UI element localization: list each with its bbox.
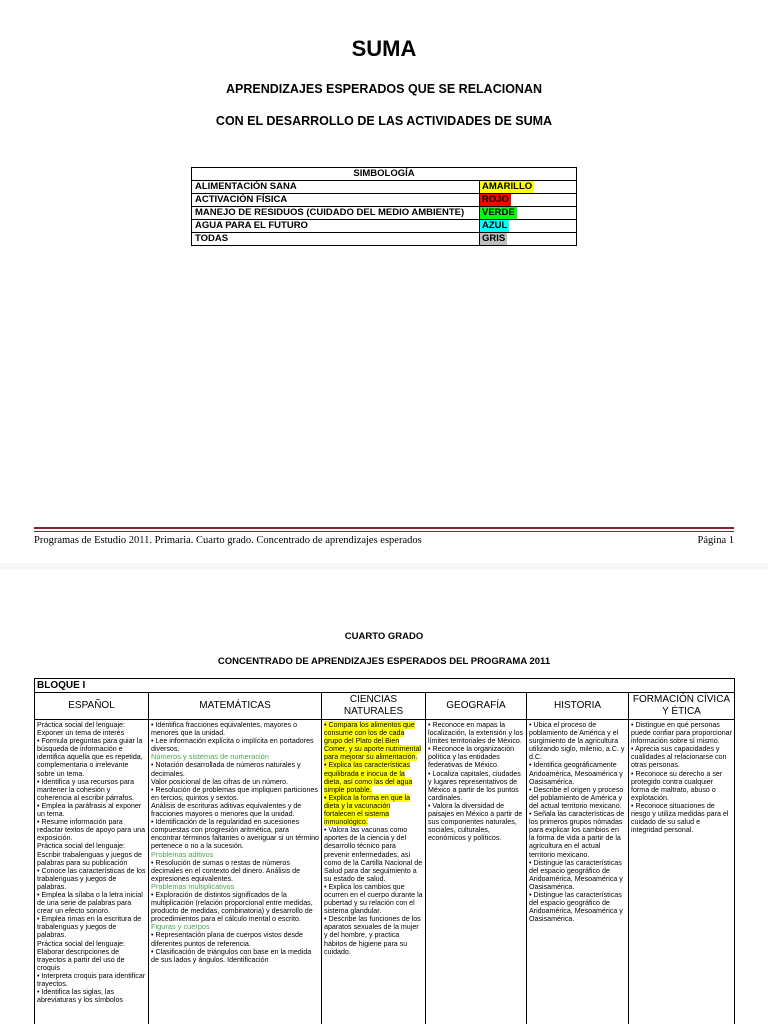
page-2 — [0, 570, 768, 1024]
footer-text: Programas de Estudio 2011. Primaria. Cuarto grado. Concentrado de aprendizajes esperados — [34, 535, 422, 546]
symbology-label: ACTIVACIÓN FÍSICA — [192, 194, 480, 207]
learning-item: • Describe las funciones de los aparatos sexuales de la mujer y del hombre, y practica hábitos de higiene para su cuidado. — [324, 915, 421, 956]
historia-cell — [527, 720, 629, 1024]
civica-cell — [629, 720, 735, 1024]
symbology-label: TODAS — [192, 233, 480, 246]
practice-label: Práctica social del lenguaje: Escribir trabalenguas y juegos de palabras para su publicación — [37, 842, 142, 867]
symbology-row — [192, 181, 577, 194]
symbology-row — [192, 233, 577, 246]
learning-item: • Identifica y usa recursos para mantener la cohesión y coherencia al escribir párrafos. — [37, 777, 135, 802]
symbology-row — [192, 220, 577, 233]
learning-item: • Resume información para redactar textos de apoyo para una exposición. — [37, 818, 146, 843]
bloque-label: BLOQUE I — [35, 679, 735, 693]
learning-item: • Notación desarrollada de números naturales y decimales. — [151, 761, 301, 778]
espanol-cell — [35, 720, 149, 1024]
learning-item: • Clasificación de triángulos con base en la medida de sus lados y ángulos. Identificación — [151, 947, 312, 964]
learning-item: • Exploración de distintos significados de la multiplicación (relación proporcional entre medidas, producto de medidas, combinatoria) y desarrollo de procedimientos para el cálculo mental o escrito. — [151, 890, 313, 924]
subject-header: HISTORIA — [527, 693, 629, 720]
symbology-header: SIMBOLOGÍA — [192, 168, 577, 181]
page-number: Página 1 — [697, 535, 734, 546]
learning-item: • Distingue las características del espacio geográfico de Aridoamérica, Mesoamérica y Oasisamérica. — [529, 890, 623, 924]
learning-item: • Emplea la sílaba o la letra inicial de una serie de palabras para crear un efecto sonoro. — [37, 890, 143, 916]
topic-label: Problemas multiplicativos — [151, 881, 235, 891]
practice-label: Práctica social del lenguaje: Elaborar descripciones de trayectos a partir del uso de croquis — [37, 939, 125, 972]
subtitle-line-1: APRENDIZAJES ESPERADOS QUE SE RELACIONAN — [225, 82, 543, 96]
learning-item: • Identifica las siglas, las abreviaturas y los símbolos — [37, 988, 123, 1005]
learning-item: • Distingue en qué personas puede confiar para proporcionar información sobre sí mismo. — [631, 721, 732, 746]
topic-label: Números y sistemas de numeración — [151, 752, 269, 762]
subject-header: CIENCIAS NATURALES — [322, 693, 426, 720]
learning-item: • Localiza capitales, ciudades y lugares representativos de México a partir de los puntos cardinales. — [428, 769, 521, 802]
learning-item: • Identifica fracciones equivalentes, mayores o menores que la unidad. — [151, 721, 298, 738]
symbology-color: VERDE — [482, 207, 515, 218]
learning-item: • Señala las características de los primeros grupos nómadas para explicar los cambios en la forma de vida a partir de la agricultura en el actual territorio mexicano. — [529, 810, 625, 859]
document-title: SUMA — [351, 36, 417, 61]
learning-item: • Reconoce situaciones de riesgo y utiliza medidas para el cuidado de su salud e integridad personal. — [631, 801, 729, 835]
subject-header: MATEMÁTICAS — [149, 693, 322, 720]
symbology-table — [191, 167, 577, 246]
learning-item: • Distingue las características del espacio geográfico de Aridoamérica, Mesoamérica y Oasisamérica. — [529, 858, 623, 891]
footer-divider-thin — [34, 531, 734, 532]
learning-item: • Representación plana de cuerpos vistos desde diferentes puntos de referencia. — [151, 931, 303, 948]
symbology-color: GRIS — [482, 233, 506, 244]
topic-label: Figuras y cuerpos — [151, 922, 210, 932]
practice-label: Práctica social del lenguaje: — [37, 721, 125, 729]
learning-item: • Emplea la paráfrasis al exponer un tema. — [37, 801, 142, 819]
learning-item: • Identifica geográficamente Aridoamérica, Mesoamérica y Oasisamérica. — [529, 761, 623, 786]
matematicas-cell — [149, 720, 322, 1024]
subject-header: FORMACIÓN CÍVICA Y ÉTICA — [629, 693, 735, 720]
learning-item: Análisis de escrituras aditivas equivalentes y de fracciones mayores o menores que la unidad. — [151, 801, 302, 819]
geografia-cell — [426, 720, 527, 1024]
symbology-row — [192, 207, 577, 220]
grade-title: CUARTO GRADO — [344, 631, 424, 642]
subtitle-line-2: CON EL DESARROLLO DE LAS ACTIVIDADES DE SUMA — [215, 114, 553, 128]
topic-label: Problemas aditivos — [151, 849, 214, 859]
learning-item: • Emplea rimas en la escritura de trabalenguas y juegos de palabras. — [37, 915, 142, 940]
learning-item-highlighted: • Explica la forma en que la dieta y la vacunación fortalecen el sistema inmunológico. — [324, 793, 411, 827]
learning-item: • Formula preguntas para guiar la búsqueda de información e identifica aquella que es repetida, complementaria o irrelevante sobre un tema. — [37, 737, 143, 778]
learning-item: • Valora la diversidad de paisajes en México a partir de sus componentes naturales, sociales, culturales, económicos y políticos. — [428, 801, 523, 843]
learning-item: • Describe el origen y proceso del poblamiento de América y del actual territorio mexicano. — [529, 785, 624, 810]
learning-item: Valor posicional de las cifras de un número. — [151, 777, 289, 786]
learning-item: • Conoce las características de los trabalenguas y juegos de palabras. — [37, 866, 146, 891]
learning-item-highlighted: • Compara los alimentos que consume con los de cada grupo del Plato del Bien Comer, y su aporte nutrimental para mejorar su alimentación. — [324, 721, 421, 762]
ciencias-cell — [322, 720, 426, 1024]
practice-label: Exponer un tema de interés — [37, 729, 125, 738]
footer-divider — [34, 527, 734, 529]
learning-item: • Aprecia sus capacidades y cualidades al relacionarse con otras personas. — [631, 745, 727, 770]
symbology-label: MANEJO DE RESIDUOS (CUIDADO DEL MEDIO AMBIENTE) — [192, 207, 480, 220]
symbology-color: AMARILLO — [482, 181, 533, 192]
learning-item: • Reconoce su derecho a ser protegido contra cualquier forma de maltrato, abuso o explotación. — [631, 769, 723, 802]
learning-item: • Valora las vacunas como aportes de la ciencia y del desarrollo técnico para prevenir enfermedades, así como de la Cartilla Nacional de Salud para dar seguimiento a su estado de salud. — [324, 826, 423, 883]
subject-header: GEOGRAFÍA — [426, 693, 527, 720]
learning-item: • Resolución de problemas que impliquen particiones en tercios, quintos y sextos. — [151, 785, 318, 802]
learning-item: • Ubica el proceso de poblamiento de América y el surgimiento de la agricultura utilizando siglo, milenio, a.C. y d.C. — [529, 721, 625, 762]
learning-item: • Resolución de sumas o restas de números decimales en el contexto del dinero. Análisis de expresiones equivalentes. — [151, 858, 301, 883]
concentrado-title: CONCENTRADO DE APRENDIZAJES ESPERADOS DEL PROGRAMA 2011 — [217, 656, 551, 667]
learning-table — [34, 678, 735, 1024]
learning-item: • Reconoce en mapas la localización, la extensión y los límites territoriales de México. — [428, 721, 524, 746]
learning-item: • Identificación de la regularidad en sucesiones compuestas con progresión aritmética, para encontrar términos faltantes o averiguar si un término pertenece o no a la sucesión. — [151, 818, 319, 851]
learning-item: • Interpreta croquis para identificar trayectos. — [37, 971, 146, 988]
learning-item: • Explica los cambios que ocurren en el cuerpo durante la pubertad y su relación con el sistema glandular. — [324, 882, 423, 916]
learning-item-highlighted: • Explica las características equilibrada e inocua de la dieta, así como las del agua simple potable. — [324, 761, 413, 794]
learning-item: • Lee información explícita o implícita en portadores diversos. — [151, 737, 314, 754]
symbology-label: AGUA PARA EL FUTURO — [192, 220, 480, 233]
symbology-label: ALIMENTACIÓN SANA — [192, 181, 480, 194]
subject-header: ESPAÑOL — [35, 693, 149, 720]
symbology-color: AZUL — [482, 220, 508, 231]
learning-item: • Reconoce la organización política y las entidades federativas de México. — [428, 745, 515, 770]
symbology-row — [192, 194, 577, 207]
symbology-color: ROJO — [482, 194, 509, 205]
